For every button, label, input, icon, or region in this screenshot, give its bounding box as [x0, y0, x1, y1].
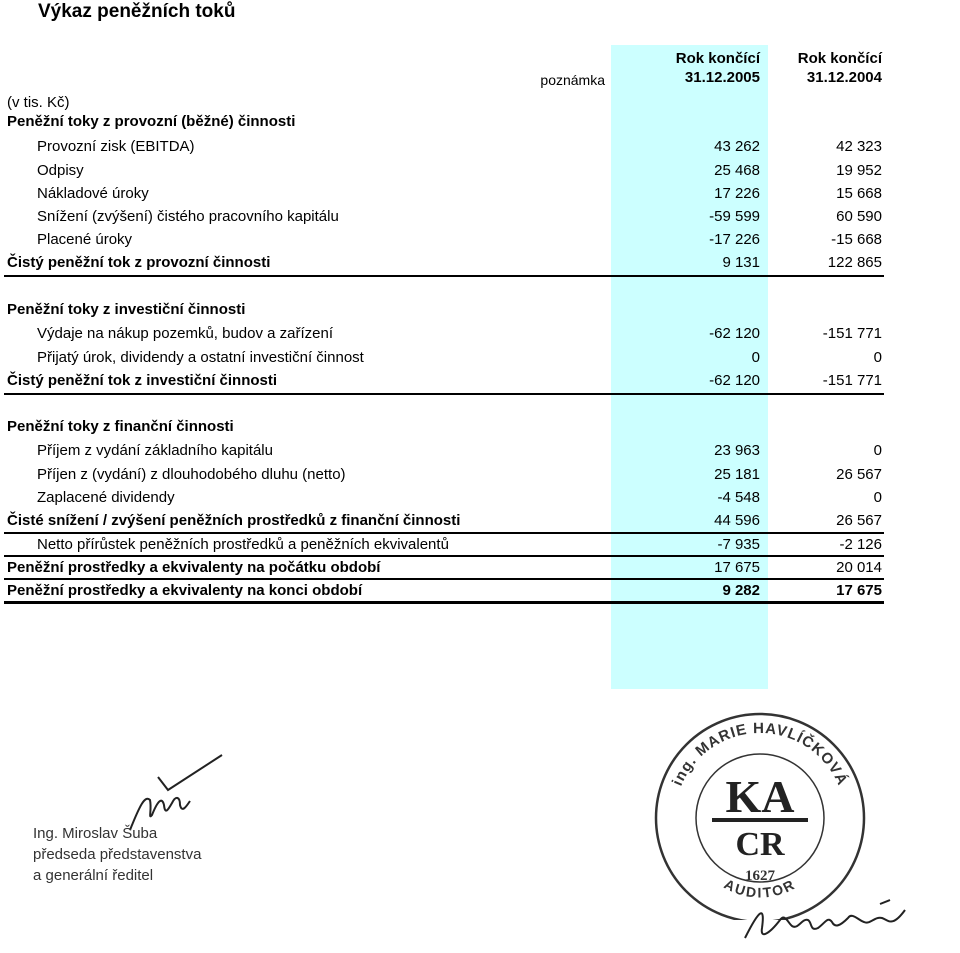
- row-label: Příjem z vydání základního kapitálu: [37, 442, 273, 459]
- table-row: [0, 229, 960, 251]
- row-label: Odpisy: [37, 162, 84, 179]
- col2-header-line1: Rok končící: [797, 50, 882, 67]
- row-label: Peněžní toky z finanční činnosti: [7, 418, 234, 435]
- col1-header-line1: Rok končící: [675, 50, 760, 67]
- value-2004: 17 675: [836, 582, 882, 599]
- row-label: Nákladové úroky: [37, 185, 149, 202]
- stamp-logo: KA: [725, 771, 795, 822]
- value-2005: -62 120: [709, 325, 760, 342]
- row-label: Peněžní prostředky a ekvivalenty na počátku období: [7, 559, 381, 576]
- value-2005: 9 131: [722, 254, 760, 271]
- table-row: [0, 440, 960, 462]
- value-2005: 9 282: [722, 582, 760, 599]
- row-label: Čistý peněžní tok z investiční činnosti: [7, 372, 278, 389]
- table-row: [0, 464, 960, 486]
- rule-line: [4, 601, 884, 604]
- stamp-bottom-text: AUDITOR: [721, 875, 799, 901]
- value-2004: -151 771: [822, 372, 882, 389]
- value-2004: 15 668: [836, 185, 882, 202]
- row-label: Zaplacené dividendy: [37, 489, 175, 506]
- net-change-row: [0, 534, 960, 556]
- auditor-signature: [740, 898, 915, 950]
- section-heading-investing: [0, 299, 960, 321]
- section-heading-operating: [0, 111, 960, 133]
- value-2005: 25 468: [714, 162, 760, 179]
- value-2005: 23 963: [714, 442, 760, 459]
- row-label: Peněžní toky z provozní (běžné) činnosti: [7, 113, 296, 130]
- value-2005: 17 675: [714, 559, 760, 576]
- closing-cash-row: [0, 580, 960, 602]
- handwritten-signature: [90, 735, 240, 835]
- value-2005: -7 935: [717, 536, 760, 553]
- value-2004: 0: [873, 349, 882, 366]
- row-label: Peněžní toky z investiční činnosti: [7, 301, 246, 318]
- table-row: [0, 183, 960, 205]
- value-2005: 17 226: [714, 185, 760, 202]
- value-2004: 19 952: [836, 162, 882, 179]
- table-row: [0, 160, 960, 182]
- value-2005: -59 599: [709, 208, 760, 225]
- signature-block: [33, 823, 201, 886]
- value-2004: 60 590: [836, 208, 882, 225]
- value-2004: 42 323: [836, 138, 882, 155]
- note-column-label: poznámka: [540, 72, 605, 88]
- value-2004: 0: [873, 489, 882, 506]
- value-2005: -62 120: [709, 372, 760, 389]
- stamp-ring-text: ing. MARIE HAVLÍČKOVÁ: [668, 719, 851, 789]
- signatory-role-line1: předseda představenstva: [33, 846, 202, 863]
- row-label: Placené úroky: [37, 231, 133, 248]
- subtotal-row-operating: [0, 252, 960, 274]
- value-2005: 0: [751, 349, 760, 366]
- rule-line: [4, 393, 884, 395]
- stamp-country: CR: [735, 826, 785, 863]
- value-2004: 122 865: [827, 254, 882, 271]
- value-2005: 25 181: [714, 466, 760, 483]
- value-2004: 26 567: [836, 512, 882, 529]
- subtotal-row-financing: [0, 510, 960, 532]
- rule-line: [4, 275, 884, 277]
- table-row: [0, 487, 960, 509]
- opening-cash-row: [0, 557, 960, 579]
- table-row: [0, 136, 960, 158]
- value-2005: 44 596: [714, 512, 760, 529]
- row-label: Výdaje na nákup pozemků, budov a zařízení: [37, 325, 334, 342]
- auditor-stamp: [640, 700, 880, 920]
- units-label: (v tis. Kč): [7, 94, 70, 111]
- table-row: [0, 206, 960, 228]
- value-2005: 43 262: [714, 138, 760, 155]
- row-label: Peněžní prostředky a ekvivalenty na konci období: [7, 582, 363, 599]
- value-2005: -4 548: [717, 489, 760, 506]
- value-2005: -17 226: [709, 231, 760, 248]
- row-label: Přijatý úrok, dividendy a ostatní investiční činnost: [37, 349, 364, 366]
- signatory-name: Ing. Miroslav Šuba: [33, 825, 158, 842]
- row-label: Provozní zisk (EBITDA): [37, 138, 195, 155]
- col1-header-line2: 31.12.2005: [684, 69, 760, 86]
- row-label: Čistý peněžní tok z provozní činnosti: [7, 254, 271, 271]
- stamp-number: 1627: [745, 868, 775, 884]
- value-2004: 0: [873, 442, 882, 459]
- row-label: Snížení (zvýšení) čistého pracovního kapitálu: [37, 208, 339, 225]
- row-label: Netto přírůstek peněžních prostředků a peněžních ekvivalentů: [37, 536, 449, 553]
- value-2004: -2 126: [839, 536, 882, 553]
- subtotal-row-investing: [0, 370, 960, 392]
- value-2004: 26 567: [836, 466, 882, 483]
- value-2004: -15 668: [831, 231, 882, 248]
- value-2004: -151 771: [822, 325, 882, 342]
- signatory-role-line2: a generální ředitel: [33, 867, 154, 884]
- table-row: [0, 323, 960, 345]
- section-heading-financing: [0, 416, 960, 438]
- value-2004: 20 014: [836, 559, 882, 576]
- page-title: Výkaz peněžních toků: [38, 1, 236, 22]
- row-label: Čisté snížení / zvýšení peněžních prostředků z finanční činnosti: [7, 512, 461, 529]
- table-row: [0, 347, 960, 369]
- row-label: Příjen z (vydání) z dlouhodobého dluhu (netto): [37, 466, 346, 483]
- col2-header-line2: 31.12.2004: [806, 69, 882, 86]
